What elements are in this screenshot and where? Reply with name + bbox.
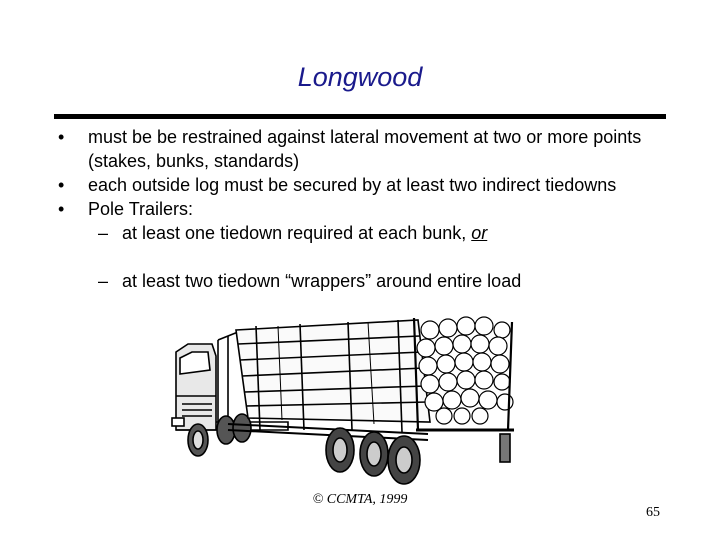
bullet-item — [58, 173, 678, 197]
log-truck-illustration — [168, 300, 528, 490]
sub-bullet-emphasis: or — [471, 223, 488, 243]
bullet-list — [58, 125, 678, 293]
bullet-text: Pole Trailers: — [88, 199, 194, 219]
dash-marker: – — [98, 223, 109, 243]
slide-title: Longwood — [297, 62, 423, 92]
dash-marker: – — [98, 271, 109, 291]
sub-bullet-item — [58, 221, 678, 245]
bullet-item — [58, 197, 678, 221]
title-divider — [54, 114, 666, 119]
sub-bullet-text: at least two tiedown “wrappers” around entire load — [122, 271, 522, 291]
page-number: 65 — [646, 505, 660, 520]
bullet-marker: • — [58, 127, 65, 147]
bullet-text: each outside log must be secured by at least two indirect tiedowns — [88, 175, 617, 195]
bullet-text: must be be restrained against lateral movement at two or more points (stakes, bunks, standards) — [88, 127, 642, 171]
sub-bullet-item — [58, 269, 678, 293]
bullet-marker: • — [58, 175, 65, 195]
bullet-item — [58, 125, 678, 173]
copyright-notice: © CCMTA, 1999 — [312, 492, 408, 507]
sub-bullet-text: at least one tiedown required at each bunk, — [122, 223, 472, 243]
bullet-marker: • — [58, 199, 65, 219]
